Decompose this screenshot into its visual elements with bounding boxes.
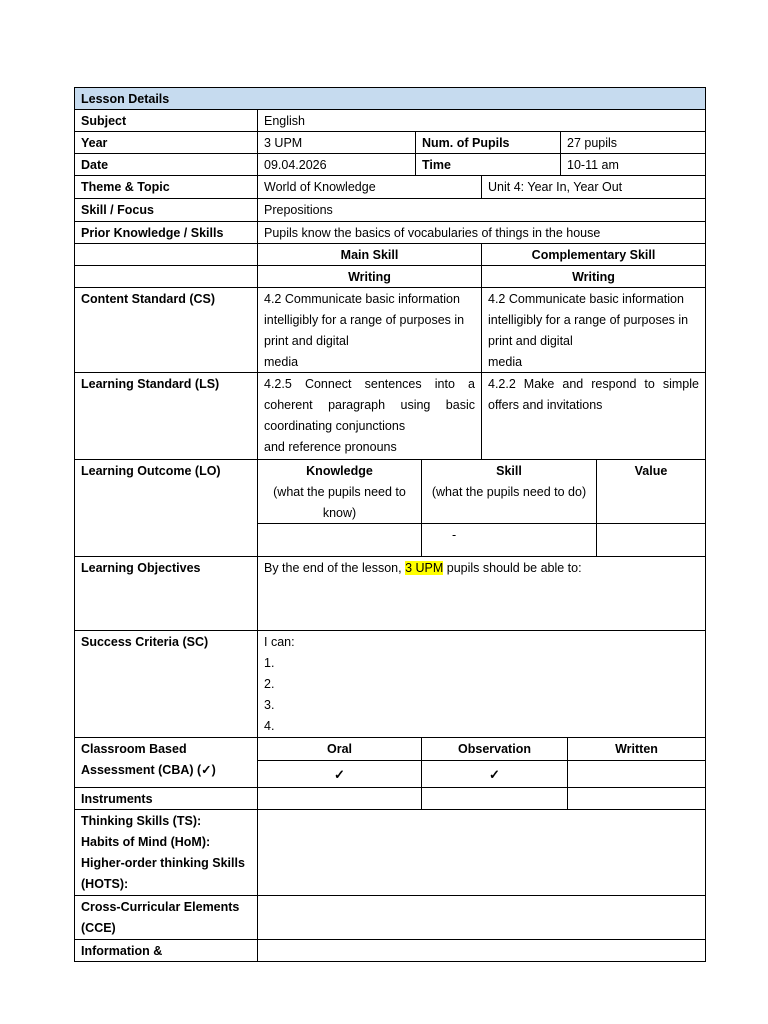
information-value	[257, 939, 706, 962]
cs-main-line: intelligibly for a range of purposes in	[264, 313, 465, 327]
ls-comp-line: offers and invitations	[488, 398, 603, 412]
sc-item: 4.	[264, 719, 275, 733]
complementary-skill-header: Complementary Skill	[481, 243, 706, 266]
cs-main-line: 4.2 Communicate basic information	[264, 292, 460, 306]
lo-value-entry	[596, 523, 706, 557]
year-label: Year	[74, 131, 258, 154]
thinking-label-line: Higher-order thinking Skills	[81, 856, 245, 870]
content-standard-complementary	[481, 287, 706, 373]
date-value: 09.04.2026	[257, 153, 416, 176]
ls-main-line: coordinating conjunctions	[264, 419, 406, 433]
cs-comp-line: media	[488, 355, 523, 369]
thinking-label-line: (HOTS):	[81, 877, 129, 891]
skill-header-empty	[74, 243, 258, 266]
time-label: Time	[415, 153, 561, 176]
cba-label-line: Classroom Based	[81, 742, 187, 756]
ls-main-line: 4.2.5 Connect sentences into a	[264, 377, 475, 391]
cce-label-line: Cross-Curricular Elements	[81, 900, 240, 914]
success-criteria-label: Success Criteria (SC)	[74, 630, 258, 738]
cba-written-header: Written	[567, 737, 706, 761]
lo-knowledge-sub: know)	[322, 506, 357, 520]
skill-focus-value: Prepositions	[257, 198, 706, 222]
main-skill-value: Writing	[257, 265, 482, 288]
cba-oral-header: Oral	[257, 737, 422, 761]
ls-comp-line: 4.2.2 Make and respond to simple	[488, 377, 699, 391]
pupils-label: Num. of Pupils	[415, 131, 561, 154]
theme-value: World of Knowledge	[257, 175, 482, 199]
lo-skill-title: Skill	[496, 464, 522, 478]
lo-value-header: Value	[596, 459, 706, 524]
subject-value: English	[257, 109, 706, 132]
lo-skill-sub: (what the pupils need to do)	[431, 485, 587, 499]
learning-objectives-value	[257, 556, 706, 631]
sc-item: 2.	[264, 677, 275, 691]
thinking-label-line: Habits of Mind (HoM):	[81, 835, 211, 849]
thinking-skills-label	[74, 809, 258, 896]
learning-standard-main	[257, 372, 482, 460]
year-value: 3 UPM	[257, 131, 416, 154]
thinking-label-line: Thinking Skills (TS):	[81, 814, 202, 828]
cce-label	[74, 895, 258, 940]
prior-knowledge-value: Pupils know the basics of vocabularies of things in the house	[257, 221, 706, 244]
cce-label-line: (CCE)	[81, 921, 116, 935]
learning-standard-complementary	[481, 372, 706, 460]
unit-value: Unit 4: Year In, Year Out	[481, 175, 706, 199]
learning-standard-label: Learning Standard (LS)	[74, 372, 258, 460]
cba-oral-checkmark[interactable]: ✓	[257, 760, 422, 788]
cba-label	[74, 737, 258, 788]
prior-knowledge-label: Prior Knowledge / Skills	[74, 221, 258, 244]
content-standard-main	[257, 287, 482, 373]
lo-skill-entry: -	[421, 523, 597, 557]
learning-outcome-label: Learning Outcome (LO)	[74, 459, 258, 557]
ls-main-line: coherent paragraph using basic	[264, 398, 475, 412]
lo-knowledge-header	[257, 459, 422, 524]
objectives-highlight: 3 UPM	[405, 561, 444, 575]
sc-intro: I can:	[264, 635, 295, 649]
cs-main-line: print and digital	[264, 334, 349, 348]
lo-knowledge-title: Knowledge	[306, 464, 373, 478]
ls-main-line: and reference pronouns	[264, 440, 397, 454]
information-label: Information &	[74, 939, 258, 962]
skill-focus-label: Skill / Focus	[74, 198, 258, 222]
instruments-written	[567, 787, 706, 810]
lesson-details-header: Lesson Details	[74, 87, 706, 110]
cba-observation-checkmark[interactable]: ✓	[421, 760, 568, 788]
learning-objectives-label: Learning Objectives	[74, 556, 258, 631]
content-standard-label: Content Standard (CS)	[74, 287, 258, 373]
date-label: Date	[74, 153, 258, 176]
instruments-observation	[421, 787, 568, 810]
success-criteria-value	[257, 630, 706, 738]
cba-written-checkbox[interactable]	[567, 760, 706, 788]
cs-comp-line: print and digital	[488, 334, 573, 348]
objectives-suffix: pupils should be able to:	[443, 561, 582, 575]
lo-knowledge-entry	[257, 523, 422, 557]
cba-label-line: Assessment (CBA) (✓)	[81, 763, 216, 777]
skill-value-empty	[74, 265, 258, 288]
time-value: 10-11 am	[560, 153, 706, 176]
subject-label: Subject	[74, 109, 258, 132]
lo-knowledge-sub: (what the pupils need to	[273, 485, 406, 499]
thinking-skills-value	[257, 809, 706, 896]
pupils-value: 27 pupils	[560, 131, 706, 154]
cs-main-line: media	[264, 355, 299, 369]
instruments-label: Instruments	[74, 787, 258, 810]
sc-item: 1.	[264, 656, 275, 670]
objectives-prefix: By the end of the lesson,	[264, 561, 406, 575]
main-skill-header: Main Skill	[257, 243, 482, 266]
cs-comp-line: 4.2 Communicate basic information	[488, 292, 684, 306]
instruments-oral	[257, 787, 422, 810]
lo-skill-header	[421, 459, 597, 524]
cs-comp-line: intelligibly for a range of purposes in	[488, 313, 689, 327]
theme-label: Theme & Topic	[74, 175, 258, 199]
cce-value	[257, 895, 706, 940]
sc-item: 3.	[264, 698, 275, 712]
complementary-skill-value: Writing	[481, 265, 706, 288]
cba-observation-header: Observation	[421, 737, 568, 761]
